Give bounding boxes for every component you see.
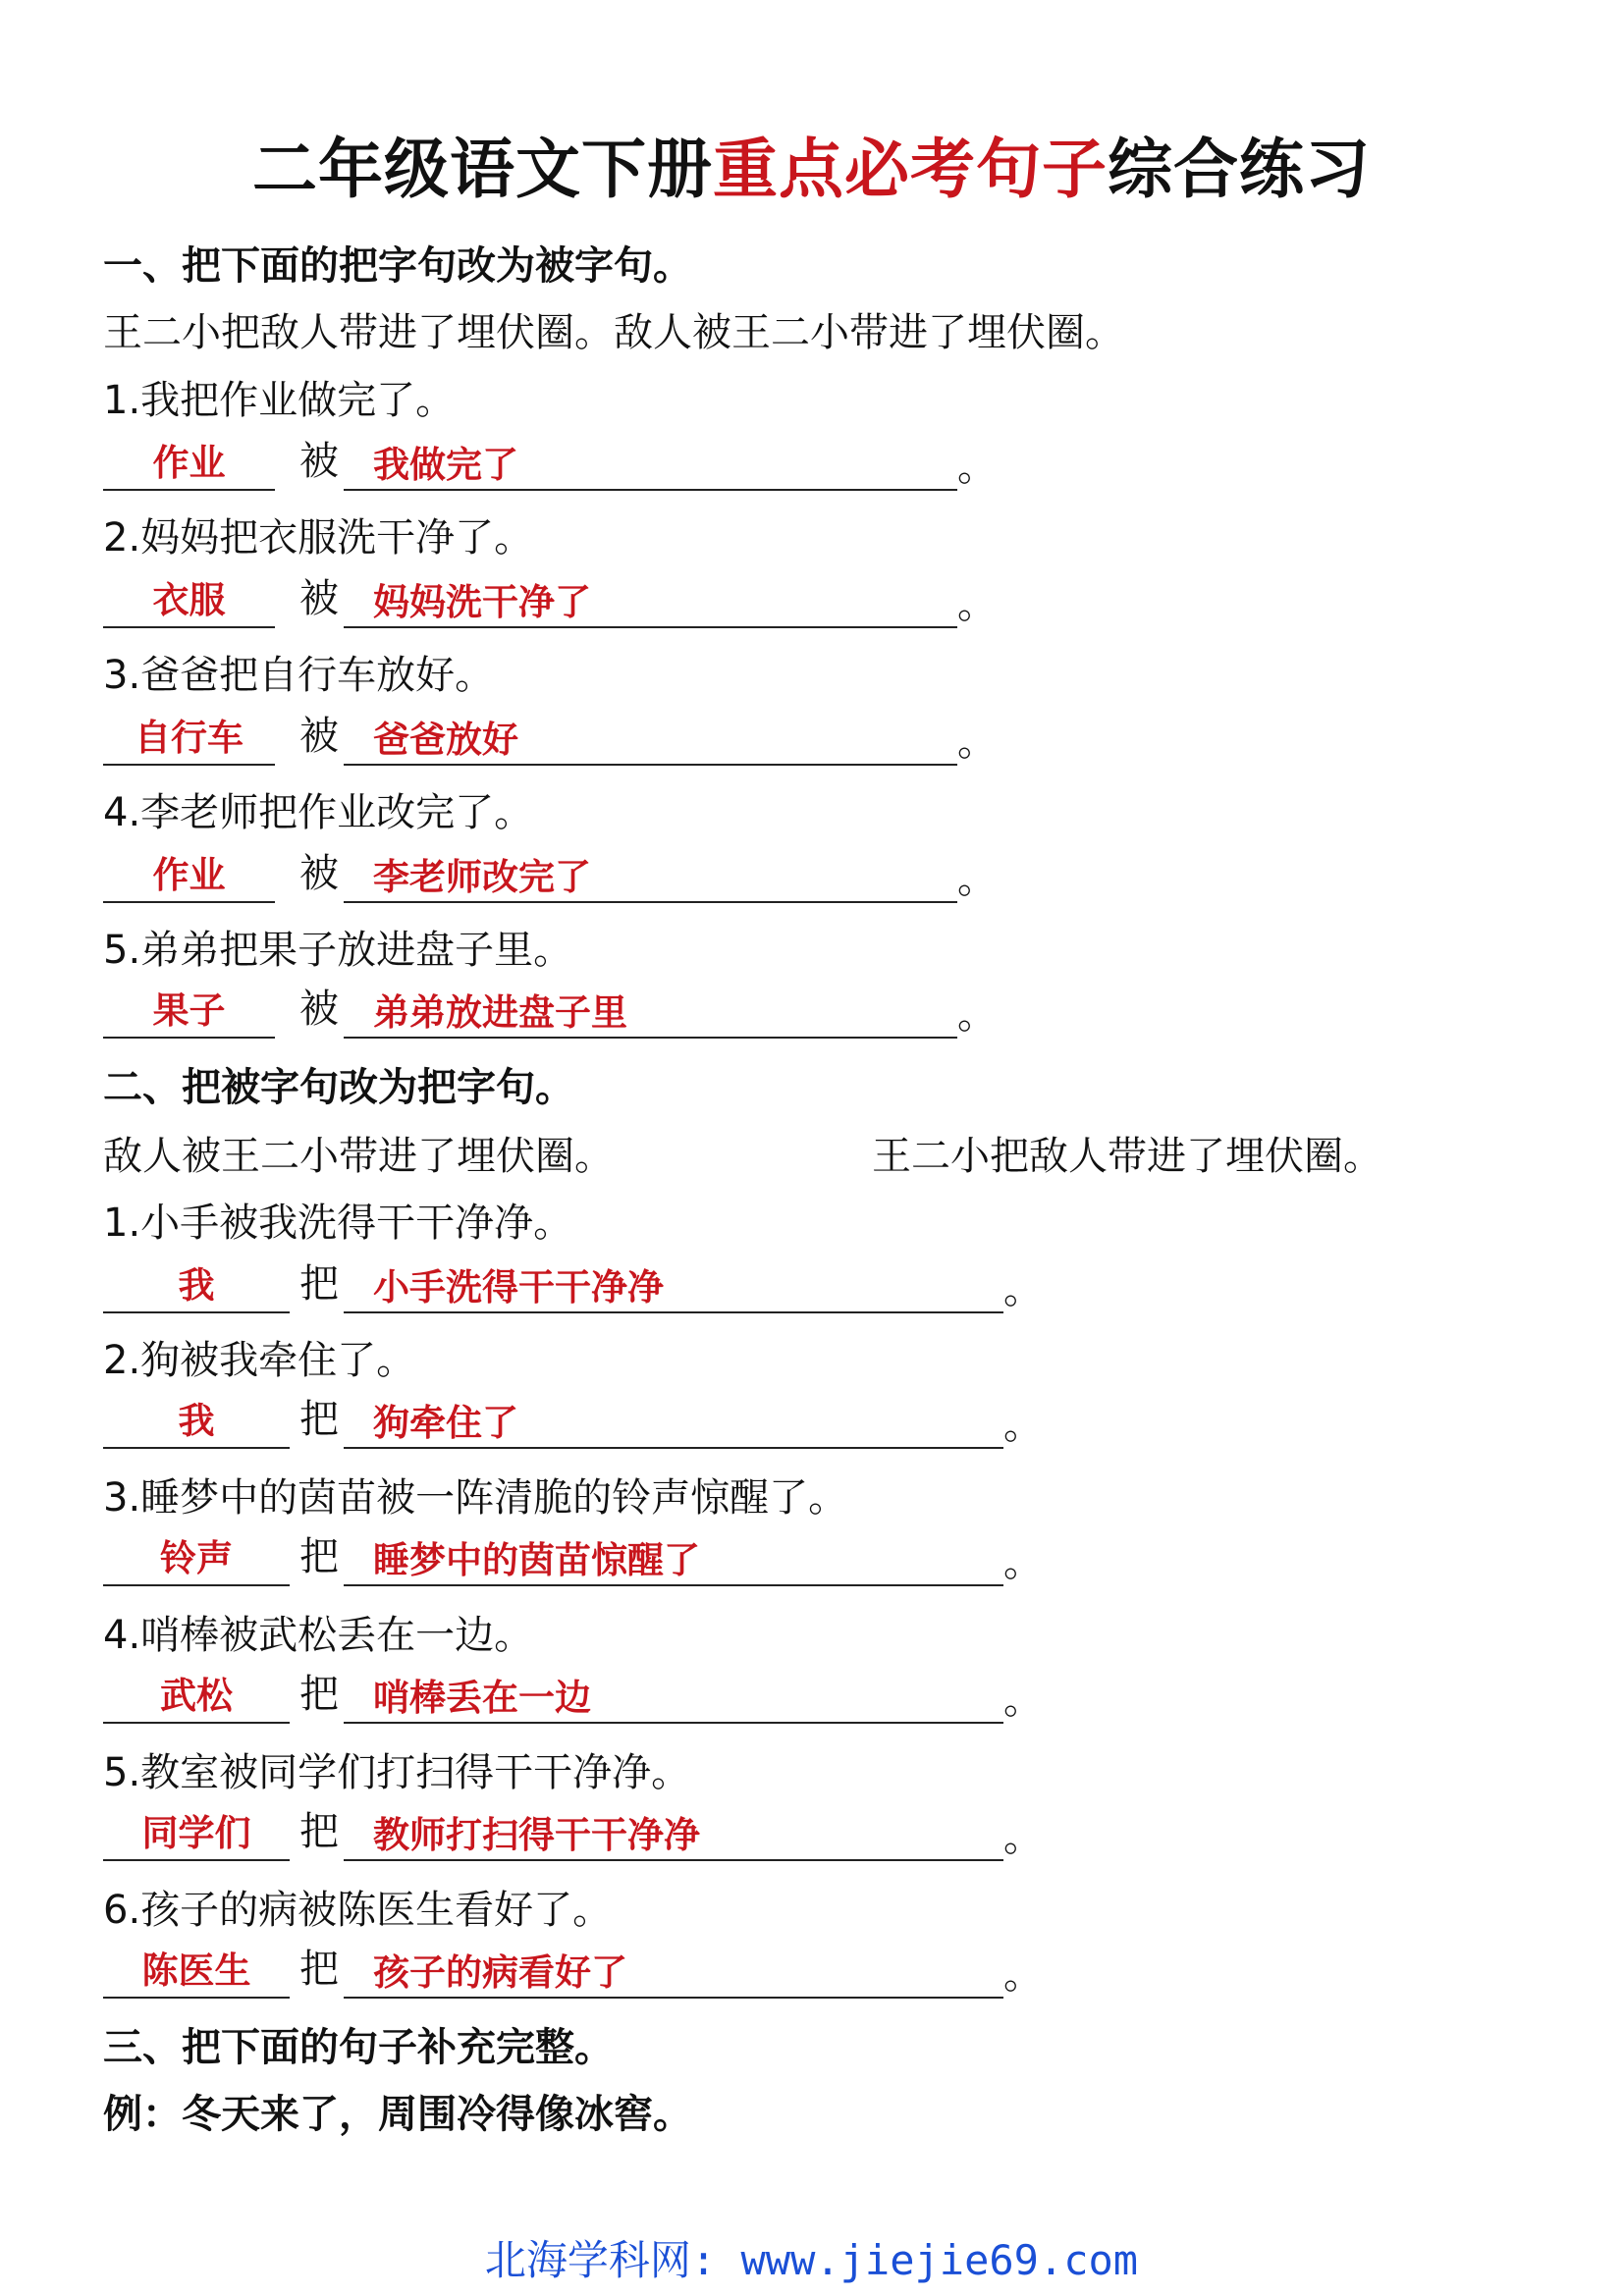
- question: 4.李老师把作业改完了。: [103, 790, 534, 835]
- answer-blank-right[interactable]: 小手洗得干干净净: [344, 1258, 1003, 1313]
- period: 。: [957, 992, 997, 1038]
- answer-blank-right[interactable]: 睡梦中的茵苗惊醒了: [344, 1531, 1003, 1586]
- period: 。: [957, 582, 997, 627]
- answer-blank-right[interactable]: 孩子的病看好了: [344, 1944, 1003, 1999]
- question: 3.睡梦中的茵苗被一阵清脆的铃声惊醒了。: [103, 1475, 848, 1521]
- page-title: [0, 126, 1623, 214]
- question: 2.妈妈把衣服洗干净了。: [103, 515, 534, 561]
- connector-word: 把: [299, 1397, 339, 1442]
- period: 。: [1003, 1267, 1043, 1312]
- title-highlight: 重点必考句子: [713, 132, 1108, 207]
- section2-heading: 二、把被字句改为把字句。: [103, 1065, 574, 1110]
- period: 。: [1003, 1403, 1043, 1448]
- title-part1: 二年级语文下册: [252, 132, 713, 207]
- question: 1.我把作业做完了。: [103, 378, 456, 423]
- answer-blank-left[interactable]: 同学们: [103, 1804, 290, 1861]
- answer-blank-right[interactable]: 教师打扫得干干净净: [344, 1806, 1003, 1861]
- question: 4.哨棒被武松丢在一边。: [103, 1613, 534, 1658]
- answer-blank-left[interactable]: 作业: [103, 846, 275, 903]
- section2-example-a: 敌人被王二小带进了埋伏圈。: [103, 1134, 614, 1179]
- question: 2.狗被我牵住了。: [103, 1338, 416, 1383]
- connector-word: 被: [299, 439, 339, 484]
- answer-blank-left[interactable]: 果子: [103, 982, 275, 1039]
- section1-example: 王二小把敌人带进了埋伏圈。敌人被王二小带进了埋伏圈。: [103, 310, 1124, 355]
- connector-word: 被: [299, 576, 339, 621]
- answer-blank-right[interactable]: 妈妈洗干净了: [344, 573, 957, 628]
- period: 。: [1003, 1540, 1043, 1585]
- answer-blank-left[interactable]: 衣服: [103, 571, 275, 628]
- period: 。: [1003, 1678, 1043, 1723]
- connector-word: 被: [299, 851, 339, 896]
- connector-word: 把: [299, 1947, 339, 1992]
- period: 。: [957, 720, 997, 765]
- title-part2: 综合练习: [1108, 132, 1371, 207]
- answer-blank-right[interactable]: 我做完了: [344, 436, 957, 491]
- connector-word: 把: [299, 1672, 339, 1717]
- answer-blank-left[interactable]: 作业: [103, 434, 275, 491]
- question: 3.爸爸把自行车放好。: [103, 653, 495, 698]
- question: 5.教室被同学们打扫得干干净净。: [103, 1750, 691, 1795]
- answer-blank-right[interactable]: 李老师改完了: [344, 848, 957, 903]
- period: 。: [957, 857, 997, 902]
- answer-blank-left[interactable]: 武松: [103, 1667, 290, 1724]
- question: 6.孩子的病被陈医生看好了。: [103, 1888, 613, 1933]
- answer-blank-right[interactable]: 哨棒丢在一边: [344, 1669, 1003, 1724]
- section1-heading: 一、把下面的把字句改为被字句。: [103, 243, 692, 289]
- answer-blank-left[interactable]: 我: [103, 1392, 290, 1449]
- connector-word: 把: [299, 1261, 339, 1307]
- question: 5.弟弟把果子放进盘子里。: [103, 928, 573, 973]
- section3-heading: 三、把下面的句子补充完整。: [103, 2025, 614, 2070]
- answer-blank-right[interactable]: 狗牵住了: [344, 1394, 1003, 1449]
- connector-word: 被: [299, 714, 339, 759]
- answer-blank-left[interactable]: 我: [103, 1256, 290, 1313]
- period: 。: [1003, 1815, 1043, 1860]
- connector-word: 被: [299, 987, 339, 1032]
- period: 。: [957, 445, 997, 490]
- footer-watermark: 北海学科网: www.jiejie69.com: [484, 2236, 1139, 2284]
- question: 1.小手被我洗得干干净净。: [103, 1201, 573, 1246]
- answer-blank-right[interactable]: 爸爸放好: [344, 711, 957, 766]
- answer-blank-left[interactable]: 铃声: [103, 1529, 290, 1586]
- section3-example: 例：冬天来了，周围冷得像冰窖。: [103, 2092, 692, 2137]
- answer-blank-left[interactable]: 自行车: [103, 709, 275, 766]
- answer-blank-left[interactable]: 陈医生: [103, 1942, 290, 1999]
- connector-word: 把: [299, 1809, 339, 1854]
- period: 。: [1003, 1952, 1043, 1998]
- section2-example-b: 王二小把敌人带进了埋伏圈。: [872, 1134, 1382, 1179]
- connector-word: 把: [299, 1534, 339, 1579]
- answer-blank-right[interactable]: 弟弟放进盘子里: [344, 984, 957, 1039]
